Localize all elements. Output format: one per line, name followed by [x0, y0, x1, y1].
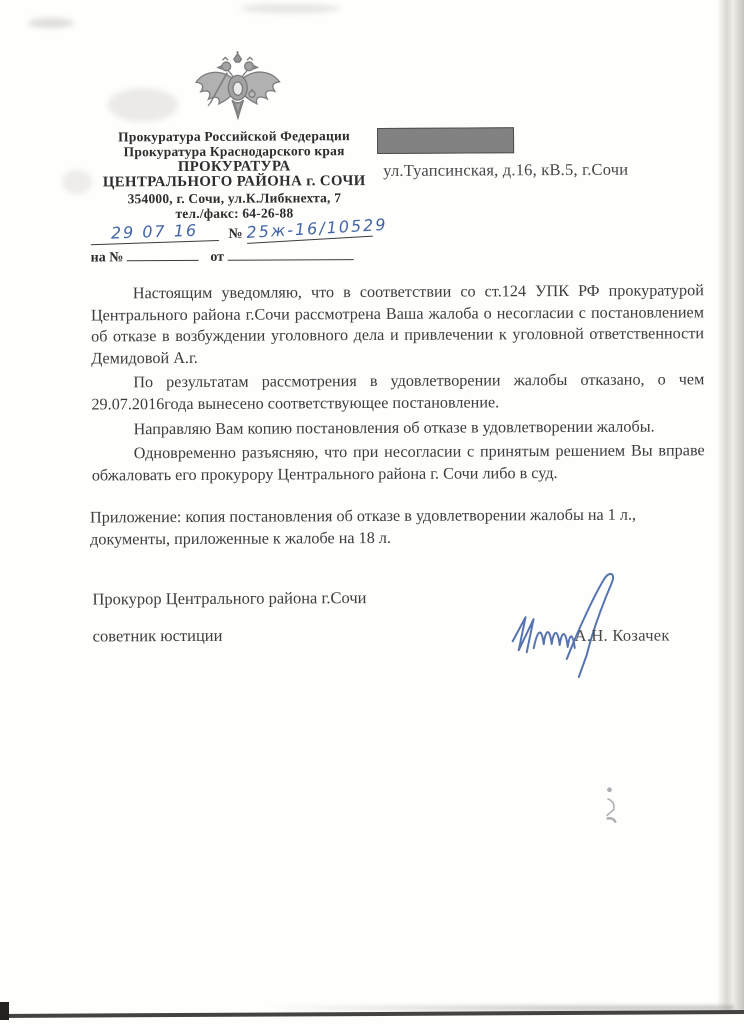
body-paragraph: Направляю Вам копию постановления об отказе в удовлетворении жалобы.: [133, 417, 655, 438]
letterhead-org-line2: Прокуратура Краснодарского края: [123, 143, 345, 160]
signer-position-line2: советник юстиции: [92, 625, 223, 646]
ref-ot-blank: [227, 246, 353, 261]
handwritten-number: 25ж-16/10529: [245, 214, 389, 242]
signer-name: А.Н. Козачек: [574, 625, 670, 645]
attachment-note: Приложение: копия постановления об отказе в удовлетворении жалобы на 1 л., документы, приложенные к жалобе на 18 л.: [89, 505, 637, 549]
date-number-line: [90, 214, 389, 244]
ref-na-label: на №: [90, 250, 124, 266]
body-paragraph: Настоящим уведомляю, что в соответствии со ст.124 УПК РФ прокуратурой Центрального района г.Сочи рассмотрена Ваша жалоба о несогласии с постановлением об отказе в возбуждении уголовного дела и привлечении к уголовной ответственности Демидовой А.г.: [90, 281, 705, 368]
body-paragraph: По результатам рассмотрения в удовлетворении жалобы отказано, о чем 29.07.2016года вынесено соответствующее постановление.: [91, 370, 705, 414]
letterhead-org-line3: ПРОКУРАТУРА: [177, 158, 291, 175]
letterhead-block: [82, 128, 386, 222]
ink-smudge-mark: [598, 785, 624, 833]
signer-position-block: [92, 588, 366, 646]
letterhead-phone: тел./факс: 64-26-88: [175, 205, 294, 222]
ref-na-blank: [127, 247, 199, 261]
reference-line: [91, 246, 383, 267]
letterhead-org-line1: Прокуратура Российской Федерации: [118, 128, 350, 145]
body-paragraph: Одновременно разъясняю, что при несогласии с принятым решением Вы вправе обжаловать его прокурору Центрального района г. Сочи либо в суд.: [91, 441, 705, 485]
handwritten-date-field: [90, 220, 219, 245]
recipient-address: ул.Туапсинская, д.16, кВ.5, г.Сочи: [383, 159, 629, 180]
redacted-recipient-name: [377, 127, 514, 154]
ref-ot-label: от: [210, 249, 225, 265]
handwritten-date: 29 07 16: [110, 220, 199, 243]
number-sign: №: [228, 226, 243, 242]
letterhead-org-line4: ЦЕНТРАЛЬНОГО РАЙОНА г. СОЧИ: [102, 173, 366, 191]
russian-coat-of-arms-icon: [190, 50, 286, 125]
letterhead-address: 354000, г. Сочи, ул.К.Либкнехта, 7: [127, 189, 342, 206]
letter-body: [91, 280, 705, 490]
signer-position-line1: Прокурор Центрального района г.Сочи: [92, 588, 367, 609]
